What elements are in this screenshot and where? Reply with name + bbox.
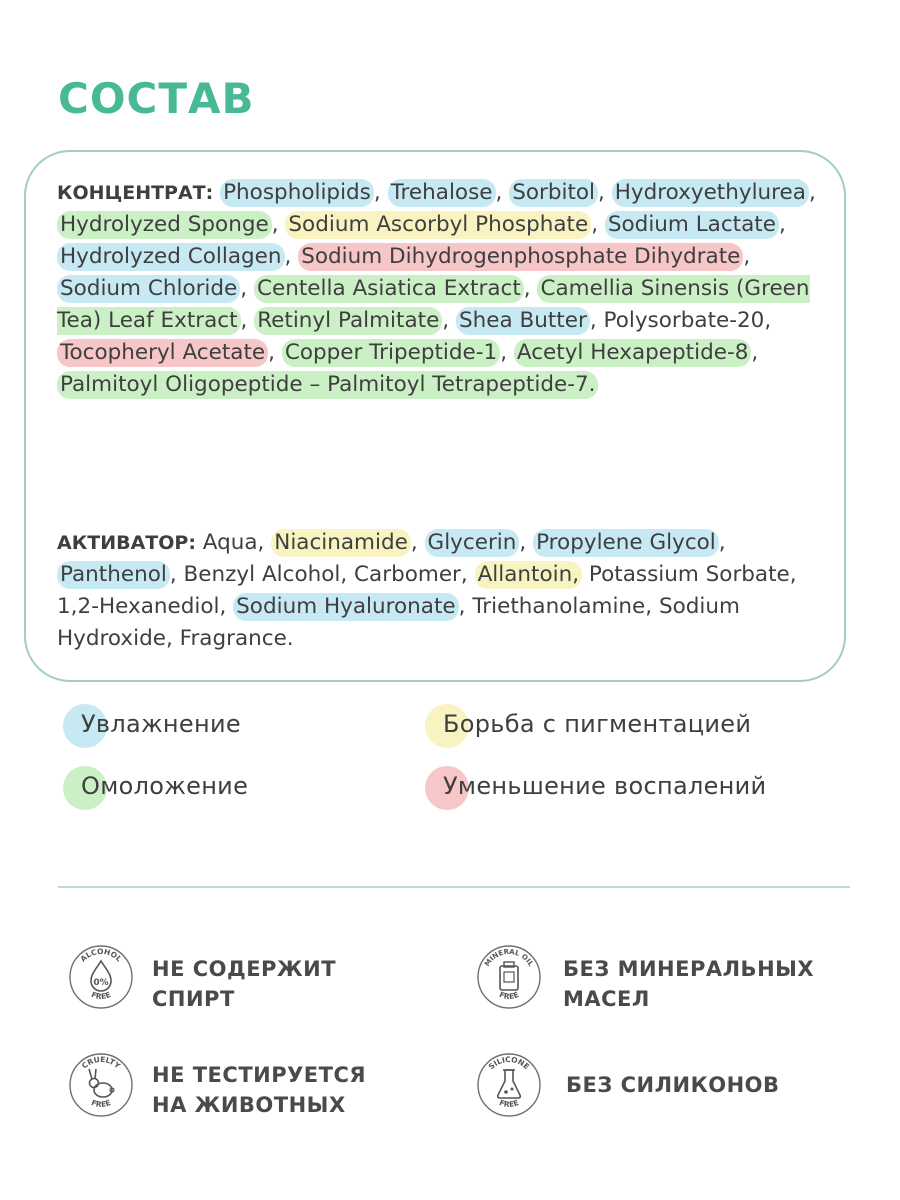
badge-center-text: 0% [93, 978, 109, 988]
ingredient-text: Polysorbate-20, [603, 308, 772, 333]
ingredient-text: , [751, 340, 759, 365]
badge-bottom-text: FREE [497, 1097, 521, 1110]
ingredient-text: , [743, 244, 751, 269]
ingredient-text: , [495, 180, 503, 205]
feature-cruelty-free: НЕ ТЕСТИРУЕТСЯ НА ЖИВОТНЫХ [152, 1063, 367, 1117]
ingredient-text: , [240, 276, 248, 301]
badge-top-text: CRUELTY [80, 1054, 122, 1071]
silicone-free-icon [474, 1050, 544, 1120]
ingredient-highlight-blue: Panthenol [57, 561, 170, 589]
badge-bottom-text: FREE [89, 989, 113, 1002]
ingredient-highlight-blue: Hydroxyethylurea [612, 179, 809, 207]
ingredient-text: , [778, 212, 786, 237]
feature-alcohol-free: НЕ СОДЕРЖИТ СПИРТ [152, 957, 337, 1011]
mineral-oil-free-icon [474, 942, 544, 1012]
svg-text:FREE [90, 1098, 112, 1109]
ingredient-highlight-green: Camellia Sinensis (Green Tea) Leaf Extract [57, 276, 810, 333]
ingredient-highlight-green: Retinyl Palmitate [254, 307, 442, 335]
ingredient-text: , [373, 180, 381, 205]
ingredient-highlight-blue: Sorbitol [509, 179, 598, 207]
ingredient-text: Potassium Sorbate, 1,2-Hexanediol, [57, 562, 797, 619]
ingredient-text: , [169, 562, 177, 587]
ingredient-text: , [500, 340, 508, 365]
ingredient-text: Carbomer, [354, 562, 468, 587]
ingredient-highlight-red: Tocopheryl Acetate [57, 339, 268, 367]
svg-text:SILICONE [487, 1055, 531, 1071]
ingredient-text: , [458, 594, 466, 619]
ingredient-text: , [442, 308, 450, 333]
legend-label: Омоложение [81, 772, 249, 800]
concentrate-ingredients [57, 177, 827, 401]
svg-text:FREE [498, 1098, 520, 1109]
alcohol-free-icon [66, 942, 136, 1012]
cruelty-free-icon [66, 1050, 136, 1120]
svg-text:FREE [498, 990, 520, 1001]
section-divider [58, 886, 850, 888]
ingredient-highlight-blue: Glycerin [425, 529, 520, 557]
ingredient-highlight-green: Copper Tripeptide-1 [282, 339, 500, 367]
ingredient-text: , [410, 530, 418, 555]
ingredient-highlight-blue: Propylene Glycol [533, 529, 719, 557]
legend-label: Увлажнение [81, 710, 241, 738]
ingredient-highlight-blue: Trehalose [388, 179, 496, 207]
ingredient-text: Aqua, [202, 530, 265, 555]
ingredient-text: , [268, 340, 275, 365]
ingredient-text: , [523, 276, 531, 301]
ingredient-highlight-yellow: Allantoin, [475, 561, 582, 589]
badge-top-text: MINERAL OIL [483, 947, 535, 968]
ingredient-highlight-green: Acetyl Hexapeptide-8 [514, 339, 752, 367]
ingredient-highlight-blue: Sodium Hyaluronate [233, 593, 458, 621]
ingredient-highlight-blue: Hydrolyzed Collagen [57, 243, 285, 271]
ingredient-text: , [519, 530, 527, 555]
ingredient-text: , [808, 180, 816, 205]
ingredient-text: , [589, 308, 597, 333]
badge-top-text: SILICONE [486, 1054, 532, 1072]
activator-label: АКТИВАТОР: [57, 532, 196, 554]
badge-top-text: ALCOHOL [78, 946, 124, 964]
page-title: СОСТАВ [58, 74, 255, 123]
ingredient-highlight-green: Centella Asiatica Extract [254, 275, 524, 303]
concentrate-label: КОНЦЕНТРАТ: [57, 182, 214, 204]
ingredient-highlight-blue: Shea Butter [456, 307, 590, 335]
ingredient-text: Triethanolamine, Sodium Hydroxide, Fragrance. [57, 594, 740, 651]
ingredient-highlight-red: Sodium Dihydrogenphosphate Dihydrate [298, 243, 743, 271]
ingredient-text: , [240, 308, 248, 333]
badge-bottom-text: FREE [497, 989, 521, 1002]
ingredient-highlight-blue: Sodium Lactate [605, 211, 779, 239]
ingredient-highlight-yellow: Sodium Ascorbyl Phosphate [285, 211, 591, 239]
ingredient-text: , [271, 212, 279, 237]
activator-ingredients [57, 527, 827, 655]
ingredient-text: , [284, 244, 292, 269]
ingredient-text: Benzyl Alcohol, [183, 562, 348, 587]
ingredient-text: , [718, 530, 726, 555]
ingredient-highlight-blue: Sodium Chloride [57, 275, 240, 303]
ingredient-text: , [591, 212, 599, 237]
ingredient-highlight-yellow: Niacinamide [271, 529, 411, 557]
legend-label: Борьба с пигментацией [443, 710, 752, 738]
feature-silicone-free: БЕЗ СИЛИКОНОВ [566, 1073, 780, 1097]
ingredient-highlight-green: Palmitoyl Oligopeptide – Palmitoyl Tetrapeptide-7. [57, 371, 598, 399]
ingredient-text: , [598, 180, 605, 205]
feature-mineral-oil-free: БЕЗ МИНЕРАЛЬНЫХ МАСЕЛ [563, 957, 815, 1011]
ingredient-highlight-blue: Phospholipids [220, 179, 374, 207]
ingredient-highlight-green: Hydrolyzed Sponge [57, 211, 272, 239]
badge-bottom-text: FREE [89, 1097, 113, 1110]
legend-label: Уменьшение воспалений [443, 772, 767, 800]
